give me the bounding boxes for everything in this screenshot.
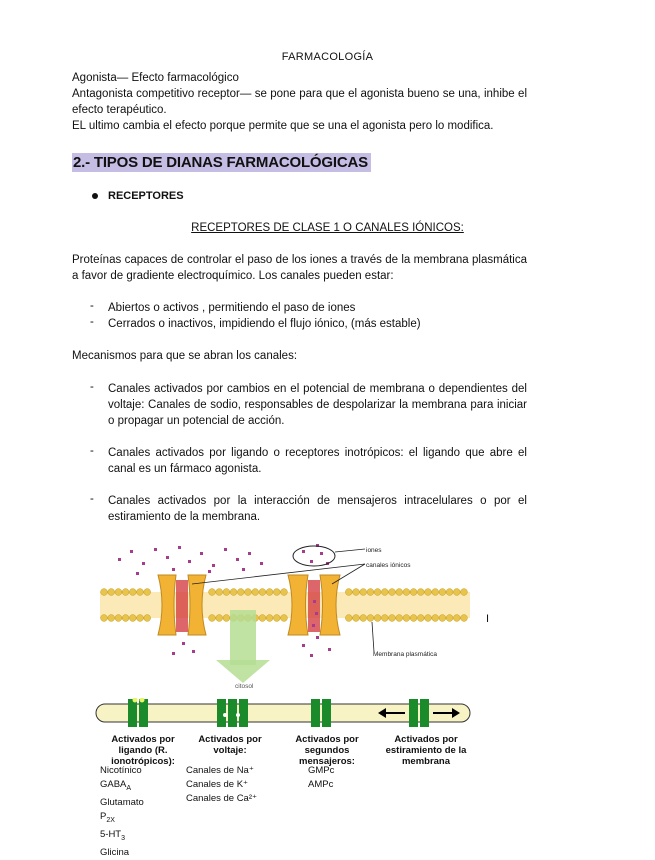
ion-icon (313, 600, 316, 603)
ion-icon (310, 654, 313, 657)
lipid-head-icon (137, 615, 144, 622)
ion-icon (302, 644, 305, 647)
header-ligand: Activados por ligando (R. ionotrópicos): (111, 734, 175, 767)
lipid-head-icon (237, 589, 244, 596)
ion-icon (302, 550, 305, 553)
lipid-head-icon (396, 589, 403, 596)
bullet-receptores (92, 190, 184, 202)
lipid-head-icon (432, 589, 439, 596)
subsection-heading: RECEPTORES DE CLASE 1 O CANALES IÓNICOS: (191, 222, 464, 234)
lipid-head-icon (453, 589, 460, 596)
ion-icon (188, 560, 191, 563)
ion-icon (182, 642, 185, 645)
lipid-head-icon (432, 615, 439, 622)
dash-marker: - (90, 445, 94, 457)
paragraph-proteinas: Proteínas capaces de controlar el paso de los iones a través de la membrana plasmática a favor de gradiente electroquímico. Los canales pueden estar: (72, 254, 527, 282)
lipid-head-icon (446, 589, 453, 596)
lipid-head-icon (374, 589, 381, 596)
lipid-head-icon (345, 589, 352, 596)
lipid-head-icon (252, 589, 259, 596)
header-stretch: Activados por estiramiento de la membrana (385, 734, 467, 767)
list-messengers (308, 764, 334, 792)
header-messengers: Activados por segundos mensajeros: (295, 734, 359, 767)
list-item: Glicina (100, 846, 130, 858)
ion-icon (178, 546, 181, 549)
list-item: Canales de Na⁺ (186, 765, 254, 776)
lipid-head-icon (410, 615, 417, 622)
lipid-head-icon (345, 615, 352, 622)
header-voltage: Activados por voltaje: (198, 734, 262, 756)
list-item: Glutamato (100, 796, 144, 808)
lipid-head-icon (137, 589, 144, 596)
list-item: $P_{2X}$ (100, 810, 115, 824)
lipid-head-icon (216, 589, 223, 596)
ion-icon (260, 562, 263, 565)
label-iones: iones (366, 547, 382, 554)
lipid-head-icon (446, 615, 453, 622)
list-item: $5-HT_3$ (100, 828, 126, 842)
voltage-channel-icon (217, 699, 248, 727)
lipid-head-icon (425, 615, 432, 622)
channel-open-icon (158, 575, 206, 635)
list-item: AMPc (308, 779, 334, 790)
lipid-head-icon (353, 589, 360, 596)
list-voltage (186, 764, 257, 806)
ion-icon (236, 558, 239, 561)
section-heading: 2.- TIPOS DE DIANAS FARMACOLÓGICAS (72, 153, 371, 172)
lipid-head-icon (360, 589, 367, 596)
list-item: GMPc (308, 765, 335, 776)
lipid-head-icon (410, 589, 417, 596)
lipid-head-icon (273, 615, 280, 622)
ion-icon (172, 652, 175, 655)
ion-icon (172, 568, 175, 571)
list-item: Nicotínico (100, 765, 142, 776)
lipid-head-icon (144, 589, 151, 596)
lipid-head-icon (122, 589, 129, 596)
lipid-head-icon (439, 589, 446, 596)
list-ligand (100, 764, 144, 860)
lipid-head-icon (281, 589, 288, 596)
state-item-closed: Cerrados o inactivos, impidiendo el flujo iónico, (más estable) (108, 318, 421, 330)
lipid-head-icon (381, 589, 388, 596)
lipid-head-icon (230, 589, 237, 596)
lipid-head-icon (209, 589, 216, 596)
list-item: Canales de K⁺ (186, 779, 249, 790)
lipid-head-icon (108, 615, 115, 622)
lipid-head-icon (108, 589, 115, 596)
lipid-head-icon (245, 589, 252, 596)
lipid-head-icon (367, 615, 374, 622)
lipid-head-icon (122, 615, 129, 622)
lipid-head-icon (381, 615, 388, 622)
lipid-head-icon (115, 589, 122, 596)
lipid-head-icon (101, 589, 108, 596)
lipid-head-icon (453, 615, 460, 622)
lipid-head-icon (461, 589, 468, 596)
lipid-head-icon (129, 615, 136, 622)
lipid-head-icon (144, 615, 151, 622)
ion-icon (154, 548, 157, 551)
lipid-head-icon (101, 615, 108, 622)
ion-icon (208, 570, 211, 573)
ion-icon (248, 552, 251, 555)
lipid-head-icon (259, 615, 266, 622)
ion-icon (315, 612, 318, 615)
ion-icon (242, 568, 245, 571)
ion-icon (118, 558, 121, 561)
lipid-head-icon (266, 615, 273, 622)
membrane-bilayer (100, 589, 470, 622)
lipid-head-icon (223, 615, 230, 622)
page-title: FARMACOLOGÍA (281, 51, 374, 63)
ion-icon (200, 552, 203, 555)
dash-marker: - (90, 316, 94, 328)
dash-marker: - (90, 300, 94, 312)
paragraph-mecanismos: Mecanismos para que se abran los canales: (72, 350, 298, 362)
lipid-head-icon (403, 589, 410, 596)
ion-icon (320, 552, 323, 555)
ion-icon (310, 560, 313, 563)
lipid-head-icon (403, 615, 410, 622)
ion-icon (130, 550, 133, 553)
mechanism-item-voltage: Canales activados por cambios en el potencial de membrana o dependientes del voltaje: Canales de sodio, responsables de despolarizar la membrana para iniciar o propagar un potencial de acción. (108, 383, 527, 427)
channel-types-diagram (92, 698, 482, 732)
lipid-head-icon (129, 589, 136, 596)
lipid-head-icon (259, 589, 266, 596)
ion-icon (328, 648, 331, 651)
ion-icon (142, 562, 145, 565)
lipid-head-icon (425, 589, 432, 596)
lipid-head-icon (360, 615, 367, 622)
intro-line-antagonista: Antagonista competitivo receptor— se pone para que el agonista bueno se una, inhibe el efecto terapéutico. (72, 88, 527, 116)
lipid-head-icon (417, 615, 424, 622)
ion-icon (136, 572, 139, 575)
intro-line-agonista: Agonista— Efecto farmacológico (72, 72, 239, 84)
lipid-head-icon (417, 589, 424, 596)
state-item-open: Abiertos o activos , permitiendo el paso de iones (108, 302, 356, 314)
lipid-head-icon (281, 615, 288, 622)
lipid-head-icon (374, 615, 381, 622)
ion-channel-figure (92, 540, 482, 692)
lipid-head-icon (439, 615, 446, 622)
list-item: $GABA_A$ (100, 779, 132, 792)
lipid-head-icon (389, 589, 396, 596)
lipid-head-icon (273, 589, 280, 596)
label-citosol: citosol (235, 683, 254, 690)
label-membrana: Membrana plasmática (373, 651, 437, 658)
lipid-head-icon (216, 615, 223, 622)
lipid-head-icon (115, 615, 122, 622)
dash-marker: - (90, 381, 94, 393)
ion-icon (312, 624, 315, 627)
bullet-dot-icon (92, 193, 98, 199)
lipid-head-icon (266, 589, 273, 596)
mechanism-item-ligand: Canales activados por ligando o receptores inotrópicos: el ligando que abre el canal es un fármaco agonista. (108, 447, 527, 475)
lipid-head-icon (353, 615, 360, 622)
lipid-head-icon (367, 589, 374, 596)
ion-icon (166, 556, 169, 559)
ion-icon (224, 548, 227, 551)
mechanism-item-messengers: Canales activados por la interacción de mensajeros intracelulares o por el estiramiento de la membrana. (108, 495, 527, 523)
lipid-head-icon (209, 615, 216, 622)
ion-icon (316, 636, 319, 639)
label-canales: canales iónicos (366, 562, 411, 569)
lipid-head-icon (389, 615, 396, 622)
bullet-label: RECEPTORES (108, 190, 184, 202)
lipid-head-icon (461, 615, 468, 622)
ion-icon (192, 650, 195, 653)
list-item: Canales de Ca²⁺ (186, 793, 258, 804)
stray-mark: I (486, 613, 490, 625)
lipid-head-icon (223, 589, 230, 596)
intro-line-ultimo: EL ultimo cambia el efecto porque permite que se una el agonista pero lo modifica. (72, 120, 494, 132)
dash-marker: - (90, 493, 94, 505)
lipid-head-icon (396, 615, 403, 622)
ions-outline-icon (293, 546, 335, 566)
ion-icon (212, 564, 215, 567)
